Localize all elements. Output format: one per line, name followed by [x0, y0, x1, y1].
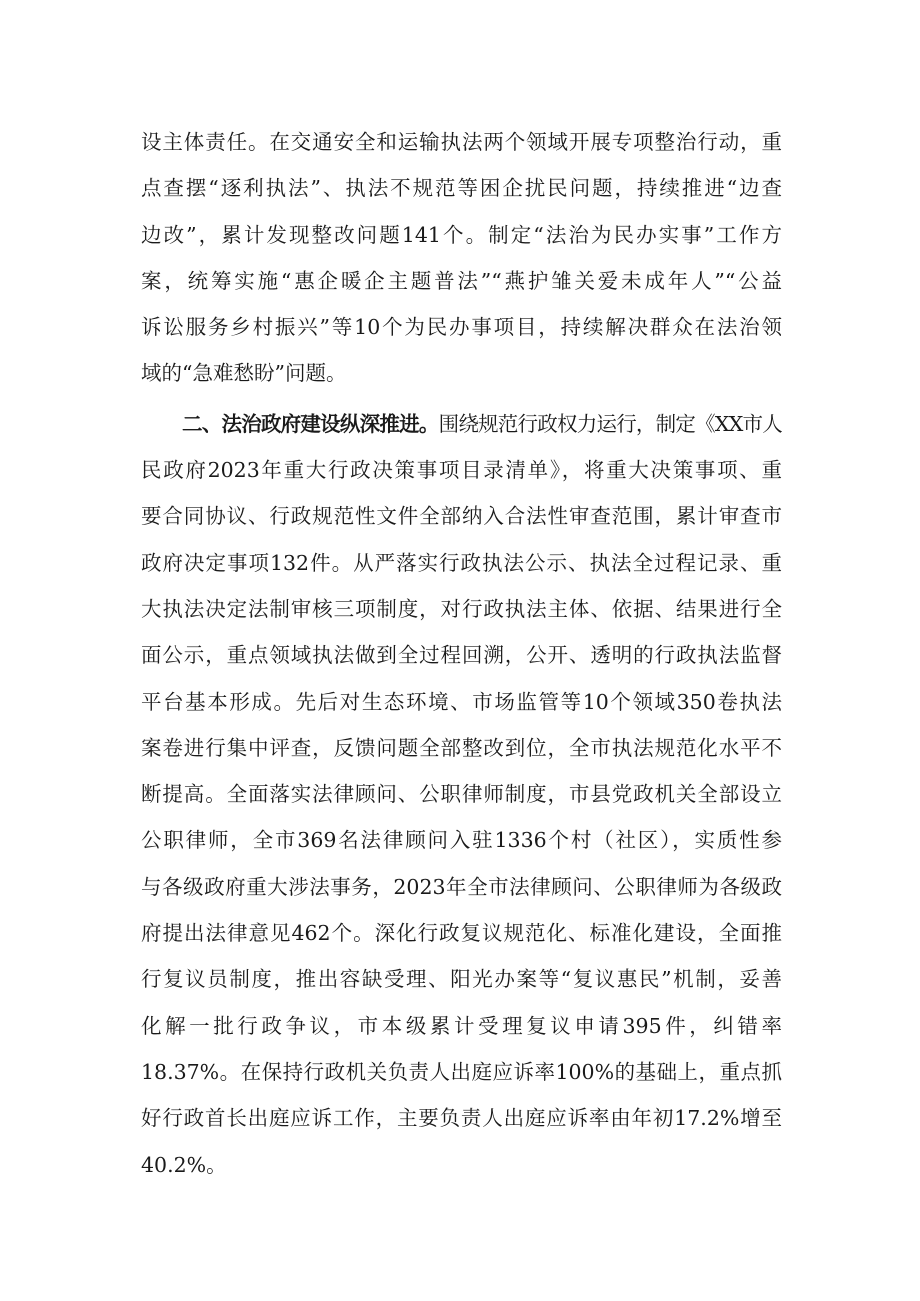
paragraph-line: 与各级政府重大涉法事务，2023年全市法律顾问、公职律师为各级政 [141, 874, 782, 899]
paragraph-line: 平台基本形成。先后对生态环境、市场监管等10个领域350卷执法 [141, 689, 782, 714]
paragraph-first-line [141, 401, 782, 447]
paragraph-line: 公职律师，全市369名法律顾问入驻1336个村（社区），实质性参 [141, 828, 782, 853]
paragraph-1 [141, 119, 782, 397]
paragraph-line: 好行政首长出庭应诉工作，主要负责人出庭应诉率由年初17.2%增至 [141, 1106, 782, 1131]
paragraph-line: 诉讼服务乡村振兴”等10个为民办事项目，持续解决群众在法治领 [141, 315, 782, 340]
paragraph-line: 案卷进行集中评查，反馈问题全部整改到位，全市执法规范化水平不 [141, 735, 782, 760]
paragraph-line: 行复议员制度，推出容缺受理、阳光办案等“复议惠民”机制，妥善 [141, 967, 782, 992]
paragraph-line: 设主体责任。在交通安全和运输执法两个领域开展专项整治行动，重 [141, 130, 782, 154]
paragraph-line: 40.2%。 [141, 1152, 227, 1177]
paragraph-line: 域的“急难愁盼”问题。 [141, 361, 347, 386]
paragraph-line: 府提出法律意见462个。深化行政复议规范化、标准化建设，全面推 [141, 921, 782, 946]
paragraph-line: 面公示，重点领域执法做到全过程回溯，公开、透明的行政执法监督 [141, 643, 782, 668]
paragraph-line: 化解一批行政争议，市本级累计受理复议申请395件，纠错率 [141, 1013, 782, 1038]
paragraph-line: 边改”，累计发现整改问题141个。制定“法治为民办实事”工作方 [141, 222, 782, 247]
paragraph-line: 断提高。全面落实法律顾问、公职律师制度，市县党政机关全部设立 [141, 782, 782, 807]
paragraph-line: 18.37%。在保持行政机关负责人出庭应诉率100%的基础上，重点抓 [141, 1059, 782, 1084]
paragraph-line: 点查摆“逐利执法”、执法不规范等困企扰民问题，持续推进“边查 [141, 176, 782, 201]
paragraph-2 [141, 401, 782, 1188]
paragraph-line-text: 围绕规范行政权力运行，制定《XX市人 [438, 411, 783, 436]
paragraph-line: 民政府2023年重大行政决策事项目录清单》，将重大决策事项、重 [141, 458, 782, 483]
paragraph-line: 政府决定事项132件。从严落实行政执法公示、执法全过程记录、重 [141, 550, 782, 575]
document-body [141, 119, 782, 1188]
paragraph-line: 案，统筹实施“惠企暖企主题普法”“燕护雏关爱未成年人”“公益 [141, 268, 782, 293]
section-heading: 二、法治政府建设纵深推进。 [182, 411, 439, 436]
paragraph-line: 大执法决定法制审核三项制度，对行政执法主体、依据、结果进行全 [141, 596, 782, 621]
paragraph-line: 要合同协议、行政规范性文件全部纳入合法性审查范围，累计审查市 [141, 504, 782, 529]
